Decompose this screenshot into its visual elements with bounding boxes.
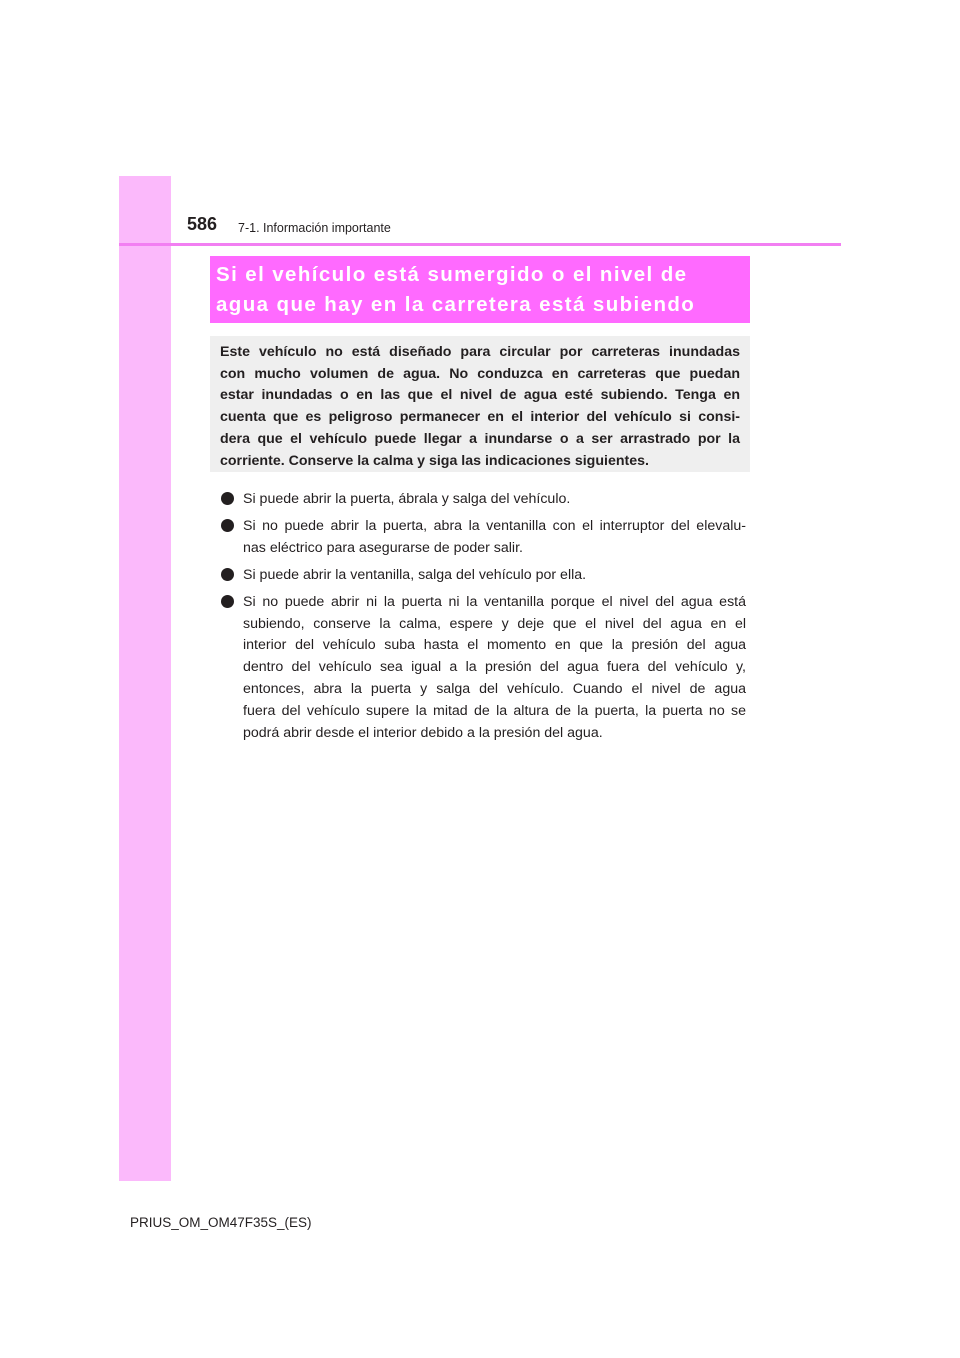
intro-line: con mucho volumen de agua. No conduzca en carreteras que puedan xyxy=(220,365,740,382)
footer-document-code: PRIUS_OM_OM47F35S_(ES) xyxy=(130,1215,312,1230)
list-item-line: interior del vehículo suba hasta el momento en que la presión del agua xyxy=(243,637,746,654)
bullet-icon xyxy=(221,568,234,581)
list-item-line: Si puede abrir la ventanilla, salga del vehículo por ella. xyxy=(243,566,587,583)
bullet-icon xyxy=(221,492,234,505)
section-title xyxy=(210,256,750,323)
section-title-line: agua que hay en la carretera está subiendo xyxy=(216,293,696,316)
list-item xyxy=(221,592,746,745)
page-number: 586 xyxy=(187,214,218,234)
list-item-line: podrá abrir desde el interior debido a la presión del agua. xyxy=(243,725,603,742)
section-title-line: Si el vehículo está sumergido o el nivel de xyxy=(216,263,688,286)
bullet-icon xyxy=(221,595,234,608)
intro-line: corriente. Conserve la calma y siga las indicaciones siguientes. xyxy=(220,452,649,469)
bullet-icon xyxy=(221,519,234,532)
section-label: 7-1. Información importante xyxy=(238,221,391,235)
instruction-list xyxy=(221,489,746,750)
intro-line: dera que el vehículo puede llegar a inundarse o a ser arrastrado por la xyxy=(220,430,740,447)
list-item-line: subiendo, conserve la calma, espere y deje que el nivel del agua en el xyxy=(243,615,746,632)
intro-box xyxy=(210,336,750,472)
list-item xyxy=(221,489,746,511)
list-item-line: Si no puede abrir ni la puerta ni la ventanilla porque el nivel del agua está xyxy=(243,593,746,610)
list-item-line: Si no puede abrir la puerta, abra la ventanilla con el interruptor del elevalu- xyxy=(243,517,746,534)
chapter-sidebar-tab xyxy=(119,176,171,1181)
header-divider xyxy=(119,243,841,246)
list-item-line: fuera del vehículo supere la mitad de la altura de la puerta, la puerta no se xyxy=(243,703,746,720)
intro-line: Este vehículo no está diseñado para circular por carreteras inundadas xyxy=(220,344,740,360)
list-item-line: Si puede abrir la puerta, ábrala y salga del vehículo. xyxy=(243,491,571,507)
list-item-line: dentro del vehículo sea igual a la presión del agua fuera del vehículo y, xyxy=(243,659,746,676)
list-item-line: nas eléctrico para asegurarse de poder salir. xyxy=(243,539,523,556)
intro-line: cuenta que es peligroso permanecer en el interior del vehículo si consi- xyxy=(220,409,740,426)
list-item-line: entonces, abra la puerta y salga del vehículo. Cuando el nivel de agua xyxy=(243,681,746,698)
list-item xyxy=(221,565,746,587)
intro-line: estar inundadas o en las que el nivel de agua esté subiendo. Tenga en xyxy=(220,387,740,404)
list-item xyxy=(221,516,746,560)
